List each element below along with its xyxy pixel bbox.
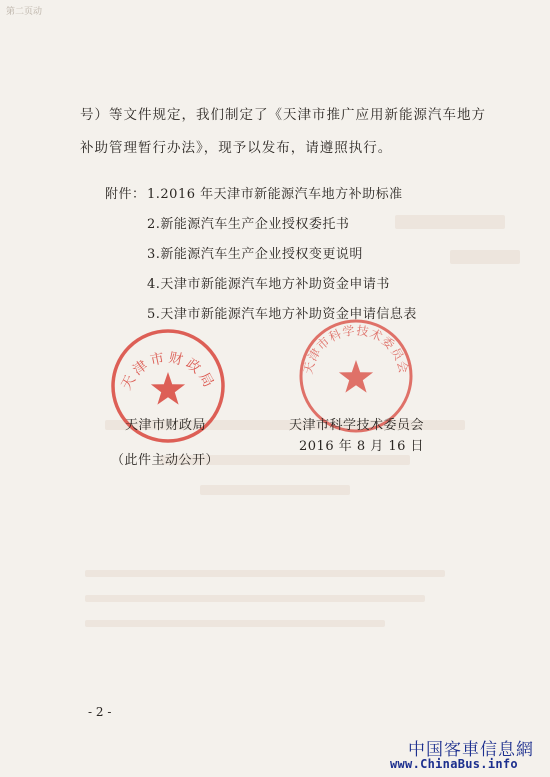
attachment-item-5: 5.天津市新能源汽车地方补助资金申请信息表 — [147, 307, 417, 322]
svg-text:天津市财政局: 天津市财政局 — [118, 349, 218, 393]
bleed-through — [85, 595, 425, 602]
bleed-through — [85, 620, 385, 627]
svg-text:天津市科学技术委员会: 天津市科学技术委员会 — [301, 323, 411, 376]
body-line-2: 补助管理暂行办法》，现予以发布，请遵照执行。 — [80, 140, 393, 156]
bleed-through — [85, 570, 445, 577]
page-number: - 2 - — [88, 705, 112, 719]
public-note: （此件主动公开） — [111, 453, 220, 468]
attachment-item-4: 4.天津市新能源汽车地方补助资金申请书 — [147, 277, 390, 292]
attachments-label: 附件： — [105, 187, 146, 202]
signature-left-org: 天津市财政局 — [125, 418, 207, 433]
attachment-item-1: 1.2016 年天津市新能源汽车地方补助标准 — [147, 187, 403, 202]
signature-right-org: 天津市科学技术委员会 — [289, 418, 425, 433]
bleed-through — [450, 250, 520, 264]
bleed-through — [395, 215, 505, 229]
bleed-through — [200, 485, 350, 495]
header-mark: 第二页动 — [6, 7, 43, 17]
signature-date: 2016 年 8 月 16 日 — [299, 439, 425, 454]
watermark-chinese: 中国客車信息網 — [408, 740, 534, 760]
attachment-item-3: 3.新能源汽车生产企业授权变更说明 — [147, 247, 363, 262]
body-line-1: 号）等文件规定，我们制定了《天津市推广应用新能源汽车地方 — [80, 107, 486, 123]
attachment-item-2: 2.新能源汽车生产企业授权委托书 — [147, 217, 350, 232]
watermark-url: www.ChinaBus.info — [390, 757, 518, 771]
